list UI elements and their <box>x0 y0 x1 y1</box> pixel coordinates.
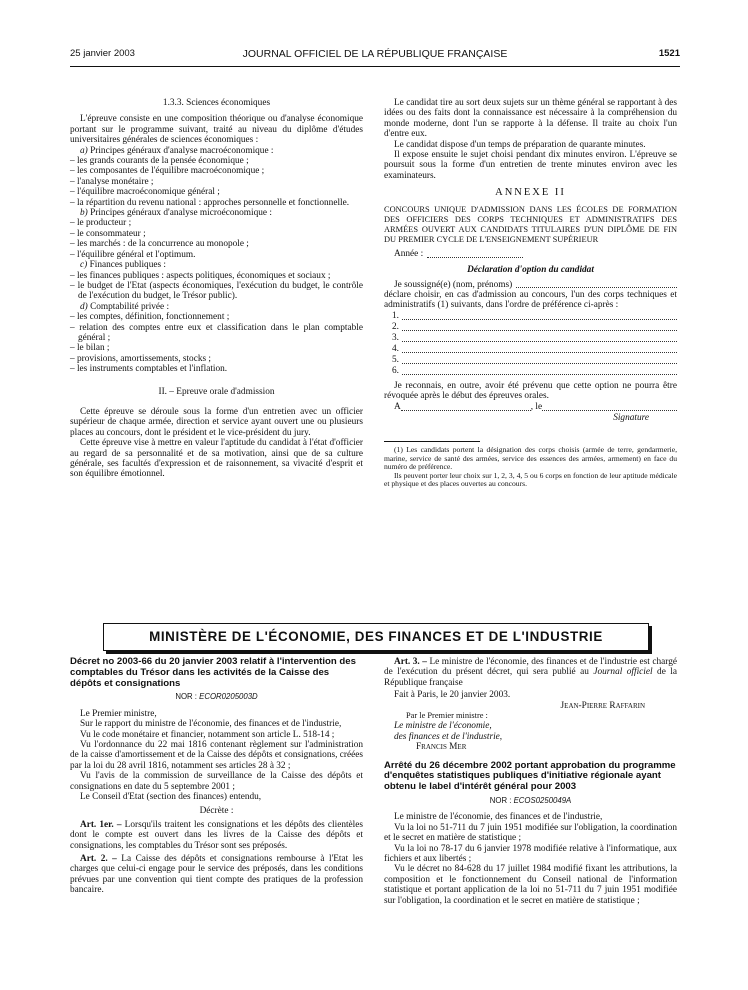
list-b <box>70 218 363 260</box>
arrete-p3: Vu la loi no 78-17 du 6 janvier 1978 modifiée relative à l'informatique, aux fichiers et aux libertés ; <box>384 843 677 865</box>
list-item: – la répartition du revenu national : approches personnelle et fonctionnelle. <box>70 197 350 208</box>
footnote-2: Ils peuvent porter leur choix sur 1, 2, 3, 4, 5 ou 6 corps en fonction de leur aptitude médicale et physique et des places ouvertes au concours. <box>384 470 677 489</box>
annexe-heading: ANNEXE II <box>495 187 566 199</box>
list-item: – les finances publiques : aspects politiques, économiques et sociaux ; <box>70 270 331 281</box>
decree-p6: Le Conseil d'Etat (section des finances) entendu, <box>80 792 262 803</box>
dotted-line <box>402 363 677 364</box>
decree-p1: Le Premier ministre, <box>80 708 157 719</box>
right-top-column <box>384 98 677 489</box>
annexe-title: CONCOURS UNIQUE D'ADMISSION DANS LES ÉCOLES DE FORMATION DES OFFICIERS DES CORPS TECHNIQUES ET ADMINISTRATIFS DES ARMÉES OUVERT AUX CANDIDATS TITULAIRES D'UN DIPLÔME DE FIN DU PREMIER CYCLE DE L'ENSEIGNEMENT SUPÉRIEUR <box>384 204 677 244</box>
list-c <box>70 271 363 302</box>
arrete-p1: Le ministre de l'économie, des finances et de l'industrie, <box>394 812 603 823</box>
choice-lines <box>384 311 677 377</box>
signature-label: Signature <box>613 412 649 423</box>
list-item: – le producteur ; <box>70 218 132 229</box>
list-d <box>70 312 363 374</box>
footnote-rule <box>384 441 480 442</box>
acknowledgement: Je reconnais, en outre, avoir été prévenu que cette option ne pourra être révoquée après le début des épreuves orales. <box>384 380 677 402</box>
choice-number: 1. <box>392 311 399 322</box>
choice-line <box>392 333 677 344</box>
par-le-premier-ministre: Par le Premier ministre : <box>406 711 488 721</box>
journal-title: JOURNAL OFFICIEL DE LA RÉPUBLIQUE FRANÇAISE <box>242 48 508 60</box>
left-bottom-column <box>70 657 363 896</box>
candidate-paragraph-3: Il expose ensuite le sujet choisi pendant dix minutes environ. L'épreuve se poursuit sous la forme d'un entretien de trente minutes environ avec les examinateurs. <box>384 150 677 181</box>
list-a <box>70 156 363 208</box>
annee-line: Année : <box>384 249 677 260</box>
decree-nor: NOR : ECOR0205003D <box>175 692 258 702</box>
list-item: – l'analyse monétaire ; <box>70 176 154 187</box>
place-date-line: A , le <box>384 402 677 413</box>
arrete-title: Arrêté du 26 décembre 2002 portant approbation du programme d'enquêtes statistiques publiques d'initiative régionale ayant obtenu le label d'intérêt général pour 2003 <box>384 759 676 793</box>
article-2: Art. 2. – La Caisse des dépôts et consignations rembourse à l'Etat les charges que celui-ci engage pour le service des préposés, dans les conditions prévues par une convention qui tient compte des pratiques de la profession bancaire. <box>70 854 364 896</box>
declaration-paragraph: déclare choisir, en cas d'admission au concours, l'un des corps techniques et administratifs (1) suivants, dans l'ordre de préférence ci-après : <box>384 290 677 311</box>
list-heading-d: d) Comptabilité privée : <box>80 301 170 312</box>
list-heading-c: c) Finances publiques : <box>80 260 166 271</box>
list-item: – le budget de l'Etat (aspects économiques, l'exécution du budget, le contrôle de l'exécution du budget, le Trésor public). <box>70 280 363 302</box>
page-number: 1521 <box>658 48 680 59</box>
intro-paragraph: L'épreuve consiste en une composition théorique ou d'analyse économique portant sur le programme suivant, traité au niveau du diplôme d'études universitaires générales de sciences économiques : <box>70 114 363 146</box>
list-item: – le bilan ; <box>70 343 110 354</box>
choice-number: 6. <box>392 366 399 377</box>
declaration-title: Déclaration d'option du candidat <box>467 264 594 275</box>
dotted-line <box>402 330 677 331</box>
dotted-line <box>402 374 677 375</box>
decree-title: Décret no 2003-66 du 20 janvier 2003 relatif à l'intervention des comptables du Trésor dans les activités de la Caisse des dépôts et consignations <box>70 656 356 689</box>
arrete-p4: Vu le décret no 84-628 du 17 juillet 1984 modifié fixant les attributions, la composition et le fonctionnement du Conseil national de l'information statistique et portant application de la loi no 51-711 du 7 juin 1951 modifiée sur l'obligation, la coordination et le secret en matière de statistique ; <box>384 864 677 906</box>
prime-minister-name: Jean-Pierre Raffarin <box>560 700 645 711</box>
oral-paragraph-2: Cette épreuve vise à mettre en valeur l'aptitude du candidat à l'état d'officier au regard de sa personnalité et de sa motivation, ainsi que de sa culture générale, ses facultés d'expression et de raisonnement, sa vivacité d'esprit et son équilibre émotionnel. <box>70 438 363 480</box>
list-heading-a: a) Principes généraux d'analyse macroéconomique : <box>80 145 274 156</box>
minister-title-1: Le ministre de l'économie, <box>394 721 492 732</box>
list-item: – les marchés : de la concurrence au monopole ; <box>70 239 249 250</box>
section-heading: 1.3.3. Sciences économiques <box>162 98 271 108</box>
choice-line <box>392 355 677 366</box>
dotted-line <box>402 352 677 353</box>
list-item: – l'équilibre macroéconomique général ; <box>70 187 220 198</box>
left-top-column <box>70 98 363 480</box>
decree-p5: Vu l'avis de la commission de surveillance de la Caisse des dépôts et consignations en date du 5 septembre 2001 ; <box>70 771 363 792</box>
list-item: – les comptes, définition, fonctionnement ; <box>70 312 230 323</box>
choice-line <box>392 366 677 377</box>
list-item: – les grands courants de la pensée économique ; <box>70 156 249 167</box>
choice-number: 4. <box>392 344 399 355</box>
arrete-nor: NOR : ECOS0250049A <box>489 796 572 806</box>
choice-number: 5. <box>392 355 399 366</box>
choice-line <box>392 344 677 355</box>
header-rule <box>70 66 680 67</box>
choice-line <box>392 322 677 333</box>
dotted-line <box>402 341 677 342</box>
footnote-1: (1) Les candidats portent la désignation des corps choisis (armée de terre, gendarmerie, marine, service de santé des armées, service des essences des armées, armement) en face du numéro de préférence. <box>384 445 677 472</box>
candidate-paragraph-1: Le candidat tire au sort deux sujets sur un thème général se rapportant à des idées ou des faits dont la connaissance est nécessaire à la compréhension du monde moderne, dont l'un se rapporte à la défense. Il traite au choix l'un d'entre eux. <box>384 98 677 140</box>
candidate-paragraph-2: Le candidat dispose d'un temps de préparation de quarante minutes. <box>394 139 646 150</box>
article-3: Art. 3. – Le ministre de l'économie, des finances et de l'industrie est chargé de l'exécution du présent décret, qui sera publié au Journal officiel de la République française <box>384 657 677 688</box>
declarant-line: Je soussigné(e) (nom, prénoms) <box>384 279 677 290</box>
list-item: – l'équilibre général et l'optimum. <box>70 249 196 260</box>
oral-heading: II. – Epreuve orale d'admission <box>158 386 275 397</box>
oral-paragraph-1: Cette épreuve se déroule sous la forme d'un entretien avec un officier supérieur de chaque armée, direction et service ayant ouvert une ou plusieurs places au concours, dont le président et le vice-président du jury. <box>70 406 363 438</box>
list-heading-b: b) Principes généraux d'analyse microéconomique : <box>80 208 272 219</box>
minister-name: Francis Mer <box>416 742 467 753</box>
article-1: Art. 1er. – Lorsqu'ils traitent les consignations et les dépôts des clientèles dont le compte est ouvert dans les livres de la Caisse des dépôts et consignations, les comptables du Trésor sont ses préposés. <box>70 819 364 851</box>
minister-title-2: des finances et de l'industrie, <box>394 731 503 742</box>
right-bottom-column <box>384 657 677 906</box>
header-date: 25 janvier 2003 <box>70 48 135 59</box>
decree-decrete: Décrète : <box>199 806 234 817</box>
ministry-banner: MINISTÈRE DE L'ÉCONOMIE, DES FINANCES ET DE L'INDUSTRIE <box>103 623 649 651</box>
arrete-p2: Vu la loi no 51-711 du 7 juin 1951 modifiée sur l'obligation, la coordination et le secret en matière de statistique ; <box>384 822 677 844</box>
decree-p4: Vu l'ordonnance du 22 mai 1816 contenant règlement sur l'administration de la caisse d'amortissement et de la Caisse des dépôts et consignations, créées par la loi du 28 avril 1816, notamment ses articles 28 à 32 ; <box>70 740 363 771</box>
fait-a-paris: Fait à Paris, le 20 janvier 2003. <box>394 690 511 701</box>
page-header <box>70 48 680 62</box>
list-item: – le consommateur ; <box>70 228 146 239</box>
decree-p2: Sur le rapport du ministre de l'économie, des finances et de l'industrie, <box>80 719 342 730</box>
choice-line <box>392 311 677 322</box>
list-item: – les composantes de l'équilibre macroéconomique ; <box>70 166 265 177</box>
decree-p3: Vu le code monétaire et financier, notamment son article L. 518-14 ; <box>80 729 335 740</box>
dotted-line <box>402 319 677 320</box>
choice-number: 2. <box>392 322 399 333</box>
list-item: – les instruments comptables et l'inflation. <box>70 364 228 375</box>
choice-number: 3. <box>392 333 399 344</box>
list-item: – relation des comptes entre eux et classification dans le plan comptable général ; <box>70 322 363 343</box>
list-item: – provisions, amortissements, stocks ; <box>70 353 211 364</box>
